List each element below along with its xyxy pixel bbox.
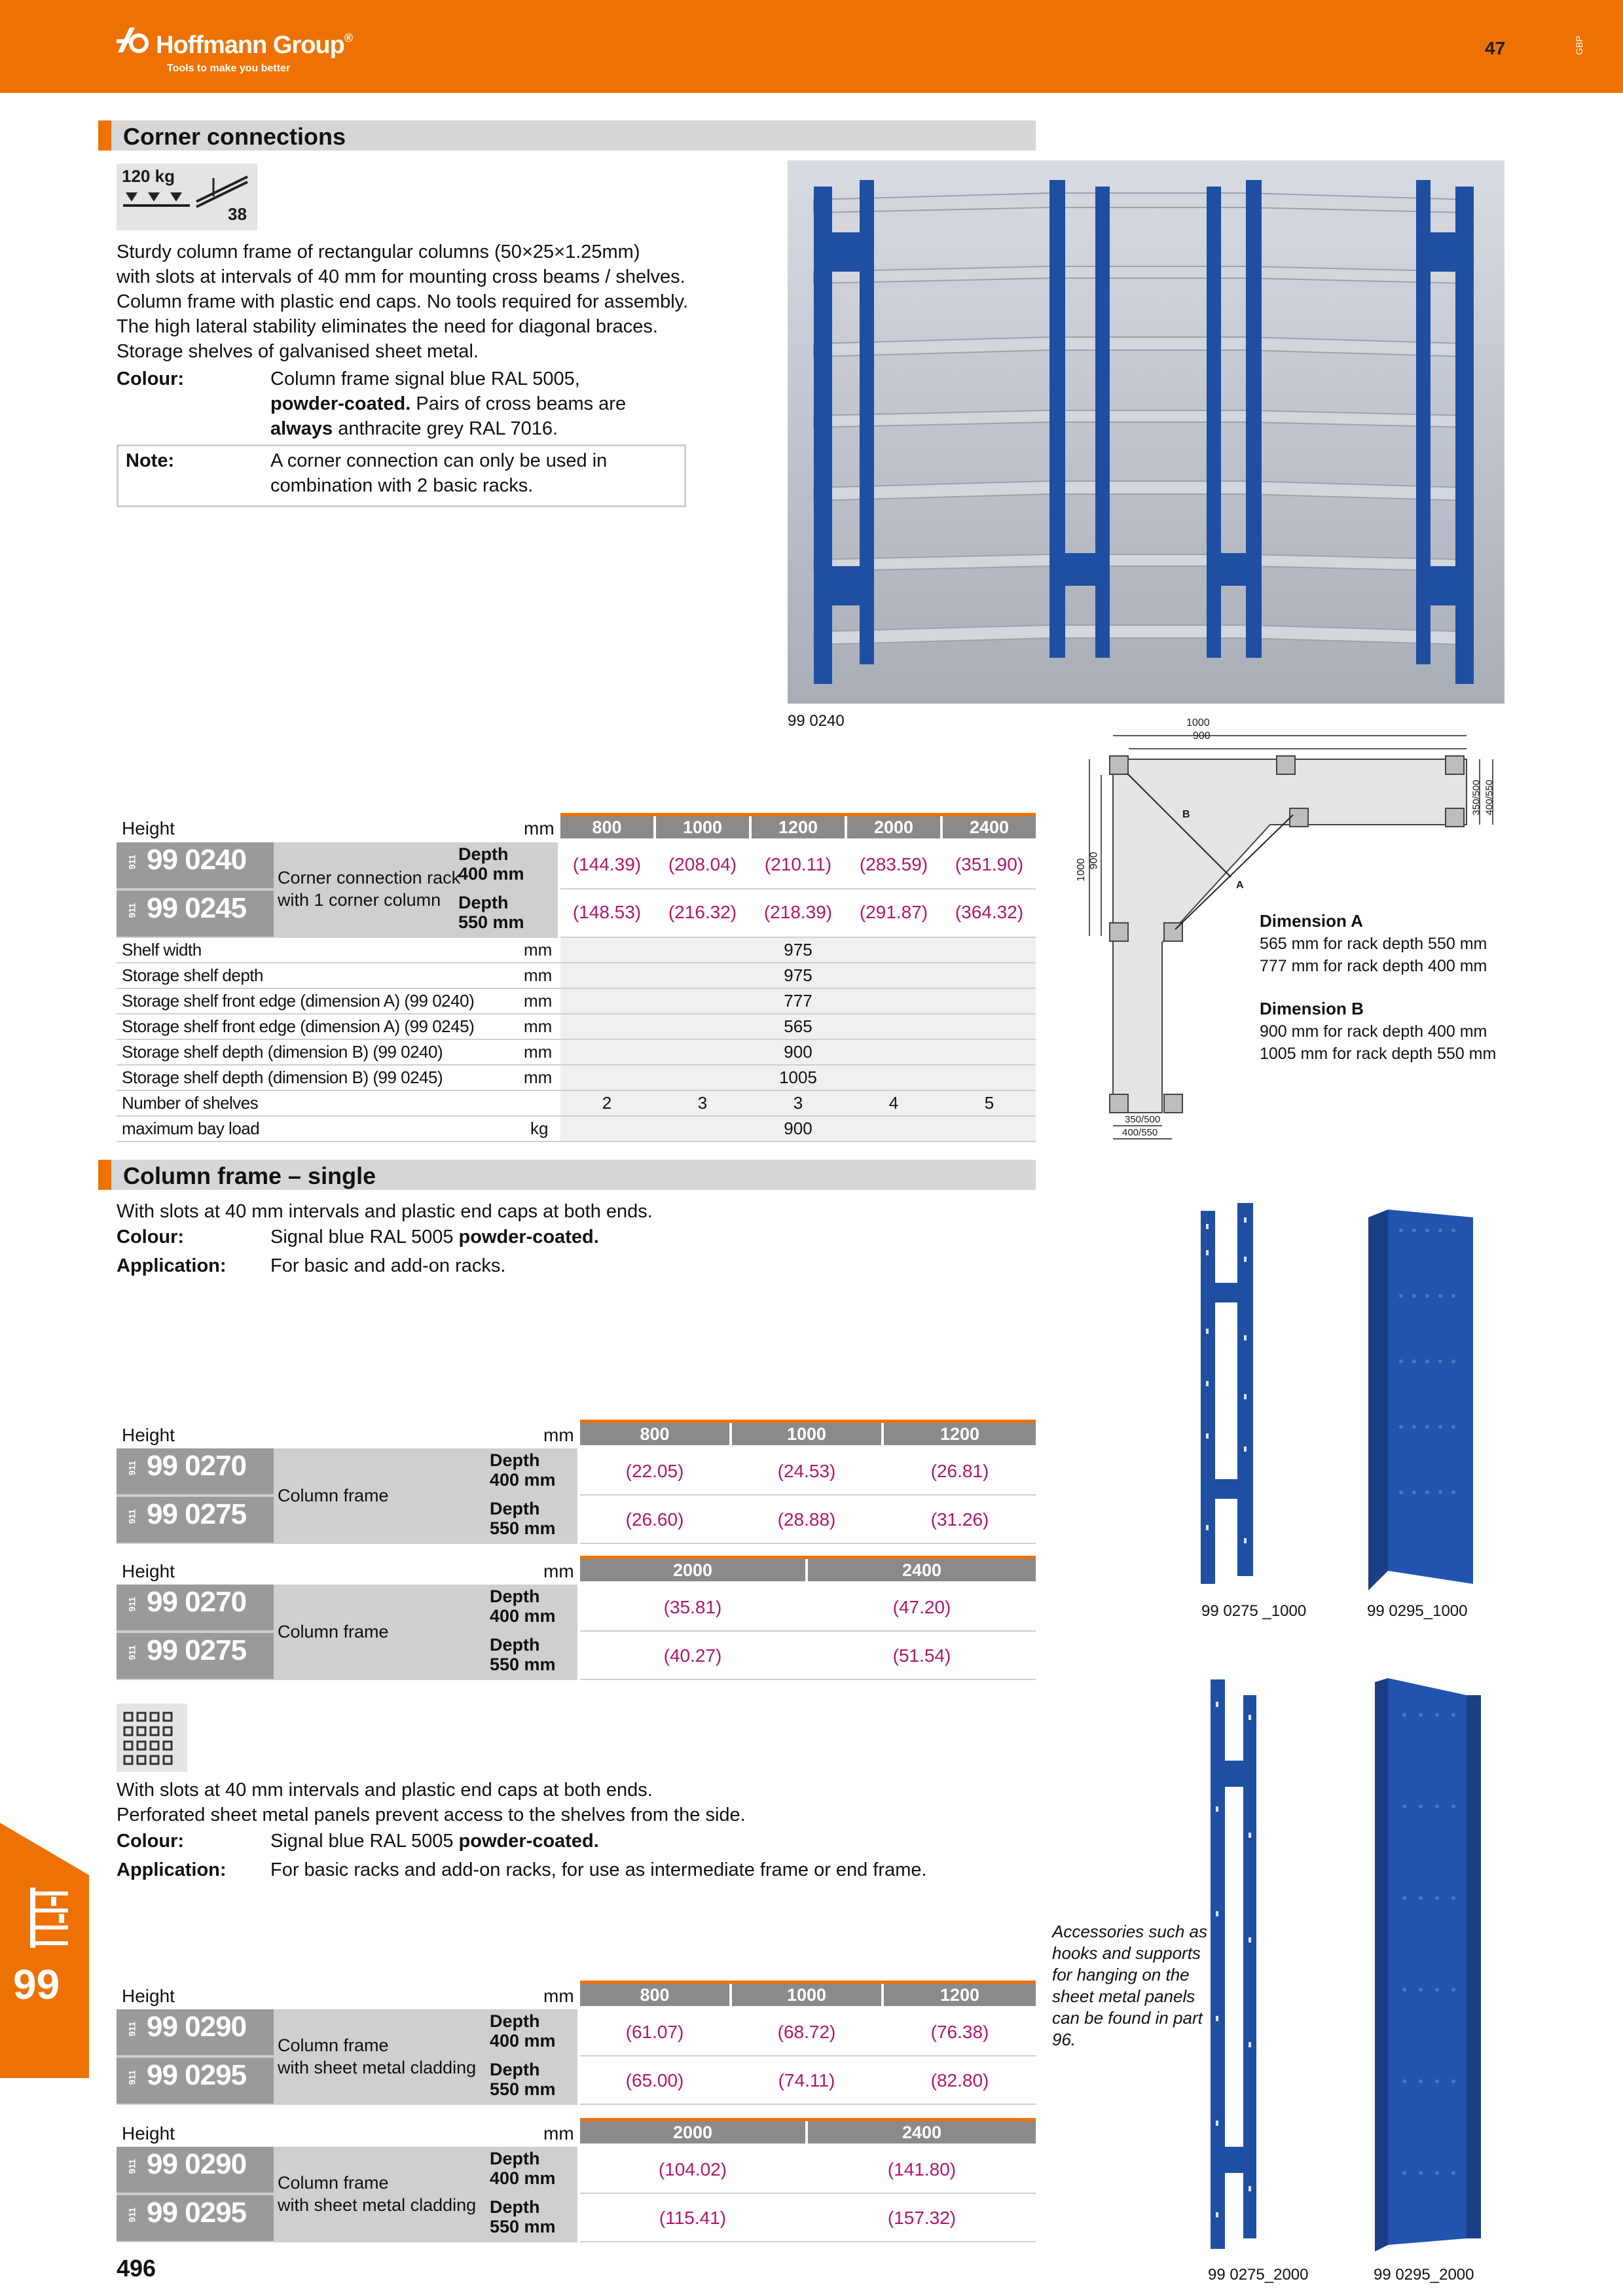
t2b-description: Column frame bbox=[278, 1622, 389, 1641]
t1-height-1200: 1200 bbox=[752, 816, 845, 838]
spec-row-value: 975 bbox=[784, 940, 812, 960]
price: (35.81) bbox=[663, 1597, 722, 1617]
article-number: 99 0290 bbox=[147, 2011, 247, 2043]
price: (22.05) bbox=[625, 1461, 684, 1481]
price: (208.04) bbox=[668, 854, 737, 874]
spec-row-value: 900 bbox=[784, 1042, 812, 1062]
t3a-article-row: 911 99 0295 bbox=[117, 2058, 274, 2104]
t1-height-2400: 2400 bbox=[943, 816, 1036, 838]
s2-application-text: For basic and add-on racks. bbox=[270, 1255, 506, 1276]
article-number: 99 0275 bbox=[147, 1498, 247, 1530]
page-number-bottom: 496 bbox=[117, 2255, 156, 2282]
diagram-label-b: B bbox=[1182, 809, 1190, 820]
t2b-article-row: 911 99 0275 bbox=[117, 1633, 274, 1679]
spec-row-label: Storage shelf front edge (dimension A) (99 0245) bbox=[122, 1016, 475, 1036]
spec-row-value: 1005 bbox=[779, 1067, 817, 1087]
article-number: 99 0240 bbox=[147, 844, 247, 876]
dimension-b-title: Dimension B bbox=[1260, 999, 1364, 1018]
price: (141.80) bbox=[887, 2159, 957, 2179]
t3a-price-divider bbox=[580, 2055, 1036, 2056]
price: (148.53) bbox=[572, 902, 642, 922]
chapter-number: 99 bbox=[13, 1961, 60, 2008]
price: (26.81) bbox=[930, 1461, 989, 1481]
spec-row-value: 975 bbox=[784, 965, 812, 985]
corner-rack-photo bbox=[788, 160, 1504, 704]
row-divider bbox=[117, 1141, 1036, 1142]
spec-row-label: Storage shelf front edge (dimension A) (99 0240) bbox=[122, 991, 475, 1011]
t2a-depth-400: Depth 400 mm bbox=[490, 1450, 556, 1490]
t3b-article-row: 911 99 0295 bbox=[117, 2195, 274, 2241]
article-number: 99 0295 bbox=[147, 2059, 247, 2091]
t3b-article-row: 911 99 0290 bbox=[117, 2147, 274, 2193]
perforated-panel-icon bbox=[117, 1704, 187, 1772]
row-divider bbox=[117, 1090, 1036, 1091]
section3-intro: With slots at 40 mm intervals and plastic end caps at both ends. Perforated sheet metal panels prevent access to the shelves from the side. bbox=[117, 1780, 746, 1825]
brand-name: Hoffmann Group® bbox=[156, 31, 353, 59]
photo-caption-99-0240: 99 0240 bbox=[788, 712, 845, 730]
column-frame-2000-image bbox=[1201, 1676, 1280, 2258]
brand-tagline: Tools to make you better bbox=[167, 63, 291, 74]
spec-row-unit: mm bbox=[524, 1016, 553, 1036]
caption-99-0275-1000: 99 0275 _1000 bbox=[1201, 1602, 1307, 1620]
load-arrows-icon bbox=[122, 190, 194, 223]
t1-article-row: 911 99 0240 bbox=[117, 842, 274, 888]
price: (210.11) bbox=[764, 854, 832, 874]
shelves-value: 2 bbox=[602, 1093, 612, 1113]
price: (218.39) bbox=[763, 902, 833, 922]
t3a-article-row: 911 99 0290 bbox=[117, 2009, 274, 2055]
t2a-height-label: Height bbox=[122, 1425, 175, 1445]
t2a-height-1200: 1200 bbox=[884, 1423, 1036, 1445]
diagram-top-dim: 900 bbox=[1193, 730, 1211, 742]
spec-row-value: 777 bbox=[784, 991, 812, 1011]
article-number: 99 0270 bbox=[147, 1450, 247, 1482]
load-capacity-badge: 120 kg 38 bbox=[117, 164, 257, 230]
t2b-height-2000: 2000 bbox=[580, 1559, 805, 1581]
price: (144.39) bbox=[572, 854, 642, 874]
caption-99-0295-1000: 99 0295_1000 bbox=[1367, 1602, 1468, 1620]
t2b-depth-550: Depth 550 mm bbox=[490, 1635, 556, 1674]
note-label: Note: bbox=[126, 450, 175, 471]
t2b-article-row: 911 99 0270 bbox=[117, 1585, 274, 1630]
chapter-side-tab bbox=[0, 1823, 89, 2078]
s3-colour-label: Colour: bbox=[117, 1831, 185, 1852]
diagram-bottom-dim: 350/500 bbox=[1125, 1114, 1161, 1125]
price: (65.00) bbox=[625, 2070, 684, 2090]
price: (82.80) bbox=[930, 2070, 989, 2090]
price: (24.53) bbox=[777, 1461, 836, 1481]
t2b-height-label: Height bbox=[122, 1561, 175, 1581]
t3a-height-1200: 1200 bbox=[884, 1984, 1036, 2006]
t3a-price-divider bbox=[580, 2104, 1036, 2105]
spec-row-label: Storage shelf depth (dimension B) (99 0245) bbox=[122, 1067, 443, 1087]
column-frame-cladding-2000-image bbox=[1368, 1676, 1486, 2258]
t2a-article-row: 911 99 0275 bbox=[117, 1497, 274, 1543]
diagram-bottom-dim: 400/550 bbox=[1122, 1127, 1158, 1138]
shelving-chapter-icon bbox=[26, 1885, 73, 1950]
spec-row-unit: mm bbox=[524, 1067, 553, 1087]
price: (47.20) bbox=[892, 1597, 951, 1617]
caption-99-0275-2000: 99 0275_2000 bbox=[1208, 2266, 1309, 2284]
t3b-depth-400: Depth 400 mm bbox=[490, 2149, 556, 2188]
article-number: 99 0290 bbox=[147, 2148, 247, 2180]
price: (216.32) bbox=[668, 902, 737, 922]
dimension-b-text: 900 mm for rack depth 400 mm 1005 mm for rack depth 550 mm bbox=[1260, 1022, 1497, 1063]
row-divider bbox=[117, 1064, 1036, 1066]
t2a-article-row: 911 99 0270 bbox=[117, 1448, 274, 1494]
t3b-price-divider bbox=[580, 2241, 1036, 2242]
colour-text: Column frame signal blue RAL 5005, powder-coated. Pairs of cross beams are always anthracite grey RAL 7016. bbox=[270, 368, 627, 439]
diagram-right-dim: 350/500 bbox=[1470, 780, 1482, 816]
price: (104.02) bbox=[658, 2159, 727, 2179]
diagram-right-dim: 400/550 bbox=[1484, 780, 1495, 816]
t2a-price-divider bbox=[580, 1494, 1036, 1496]
column-frame-cladding-1000-image bbox=[1362, 1204, 1480, 1597]
s3-application-text: For basic racks and add-on racks, for use as intermediate frame or end frame. bbox=[270, 1859, 927, 1880]
hoffmann-logo-icon bbox=[115, 22, 149, 56]
diagram-label-a: A bbox=[1236, 880, 1244, 891]
t2a-depth-550: Depth 550 mm bbox=[490, 1499, 556, 1538]
t2b-unit: mm bbox=[543, 1561, 574, 1581]
t1-unit: mm bbox=[524, 818, 555, 838]
section2-intro: With slots at 40 mm intervals and plastic end caps at both ends. bbox=[117, 1201, 653, 1222]
price: (28.88) bbox=[777, 1509, 836, 1530]
t3b-description: Column frame with sheet metal cladding bbox=[278, 2173, 477, 2215]
row-divider bbox=[117, 962, 1036, 963]
t1-height-800: 800 bbox=[560, 816, 653, 838]
language-code: GBP bbox=[1574, 35, 1584, 55]
t3b-depth-550: Depth 550 mm bbox=[490, 2197, 556, 2236]
t2a-unit: mm bbox=[543, 1425, 574, 1445]
t2b-depth-400: Depth 400 mm bbox=[490, 1587, 556, 1626]
t1-depth-400: Depth 400 mm bbox=[458, 844, 524, 884]
page-header bbox=[0, 0, 1623, 93]
s2-colour-label: Colour: bbox=[117, 1227, 185, 1247]
t2a-price-divider bbox=[580, 1543, 1036, 1544]
t3a-depth-400: Depth 400 mm bbox=[490, 2011, 556, 2051]
shelves-value: 3 bbox=[793, 1093, 803, 1113]
page-number-top: 47 bbox=[1485, 38, 1506, 58]
spec-row-unit: mm bbox=[524, 965, 553, 985]
t1-article-row: 911 99 0245 bbox=[117, 891, 274, 937]
section1-description: Sturdy column frame of rectangular columns (50×25×1.25mm) with slots at intervals of 40 mm for mounting cross beams / shelves. Column frame with plastic end caps. No tools required for assembly. The high lateral stability eliminates the need for diagonal braces. Storage shelves of galvanised sheet metal. bbox=[117, 242, 689, 362]
price: (61.07) bbox=[625, 2022, 684, 2042]
shelves-row-label: Number of shelves bbox=[122, 1093, 259, 1113]
bay-load-unit: kg bbox=[530, 1119, 549, 1138]
t2b-height-2400: 2400 bbox=[808, 1559, 1036, 1581]
dimension-a-text: 565 mm for rack depth 550 mm 777 mm for rack depth 400 mm bbox=[1260, 935, 1487, 975]
t3a-depth-550: Depth 550 mm bbox=[490, 2060, 556, 2099]
t1-price-divider bbox=[560, 888, 1036, 889]
t1-depth-550: Depth 550 mm bbox=[458, 893, 524, 932]
t3a-height-label: Height bbox=[122, 1986, 175, 2006]
s2-application-label: Application: bbox=[117, 1255, 227, 1276]
s2-colour-text: Signal blue RAL 5005 powder-coated. bbox=[270, 1227, 599, 1247]
t3a-height-1000: 1000 bbox=[732, 1984, 881, 2006]
t2a-height-800: 800 bbox=[580, 1423, 729, 1445]
shelves-value: 3 bbox=[697, 1093, 708, 1113]
shelves-value: 4 bbox=[888, 1093, 899, 1113]
spec-row-value: 565 bbox=[784, 1016, 812, 1036]
price: (351.90) bbox=[955, 854, 1024, 874]
t2b-price-divider bbox=[580, 1630, 1036, 1632]
article-number: 99 0275 bbox=[147, 1634, 247, 1666]
spec-row-label: Shelf width bbox=[122, 940, 202, 960]
price: (51.54) bbox=[892, 1645, 951, 1666]
price: (157.32) bbox=[887, 2208, 957, 2228]
row-divider bbox=[117, 988, 1036, 989]
t3a-description: Column frame with sheet metal cladding bbox=[278, 2036, 477, 2077]
price: (364.32) bbox=[955, 902, 1024, 922]
t3b-height-2400: 2400 bbox=[808, 2121, 1036, 2144]
diagram-left-dim: 900 bbox=[1088, 852, 1100, 870]
article-number: 99 0245 bbox=[147, 892, 247, 924]
bay-load-label: maximum bay load bbox=[122, 1119, 260, 1138]
bay-load-value: 900 bbox=[784, 1119, 812, 1138]
price: (291.87) bbox=[859, 902, 928, 922]
spec-row-unit: mm bbox=[524, 940, 553, 960]
section-title-corner-connections: Corner connections bbox=[98, 120, 1036, 151]
spec-row-label: Storage shelf depth bbox=[122, 965, 263, 985]
article-number: 99 0295 bbox=[147, 2197, 247, 2229]
note-text: A corner connection can only be used in combination with 2 basic racks. bbox=[270, 450, 608, 496]
t3b-unit: mm bbox=[543, 2123, 574, 2144]
s3-colour-text: Signal blue RAL 5005 powder-coated. bbox=[270, 1831, 599, 1852]
t3b-height-label: Height bbox=[122, 2123, 175, 2144]
beam-slot-icon bbox=[195, 170, 254, 209]
spec-row-label: Storage shelf depth (dimension B) (99 0240) bbox=[122, 1042, 443, 1062]
article-number: 99 0270 bbox=[147, 1586, 247, 1618]
row-divider bbox=[117, 1013, 1036, 1014]
accessories-note: Accessories such as hooks and supports for hanging on the sheet metal panels can be found in part 96. bbox=[1052, 1922, 1207, 2049]
row-divider bbox=[117, 1039, 1036, 1040]
spec-row-unit: mm bbox=[524, 991, 553, 1011]
diagram-top-dim: 1000 bbox=[1186, 717, 1210, 728]
t2a-description: Column frame bbox=[278, 1486, 389, 1505]
t2b-price-divider bbox=[580, 1679, 1036, 1680]
t1-height-1000: 1000 bbox=[656, 816, 749, 838]
price: (68.72) bbox=[777, 2022, 836, 2042]
spec-row-unit: mm bbox=[524, 1042, 553, 1062]
price: (40.27) bbox=[663, 1645, 722, 1666]
t3b-height-2000: 2000 bbox=[580, 2121, 805, 2144]
row-divider bbox=[117, 1115, 1036, 1117]
dimension-a-title: Dimension A bbox=[1260, 911, 1363, 931]
t1-height-2000: 2000 bbox=[847, 816, 940, 838]
t3a-height-800: 800 bbox=[580, 1984, 729, 2006]
column-frame-1000-image bbox=[1192, 1198, 1270, 1590]
t3a-unit: mm bbox=[543, 1986, 574, 2006]
shelves-value: 5 bbox=[984, 1093, 994, 1113]
caption-99-0295-2000: 99 0295_2000 bbox=[1374, 2266, 1474, 2284]
t1-description: Corner connection rack with 1 corner column bbox=[278, 868, 461, 910]
price: (26.60) bbox=[625, 1509, 684, 1530]
s3-application-label: Application: bbox=[117, 1859, 227, 1880]
price: (283.59) bbox=[859, 854, 928, 874]
section-title-column-frame: Column frame – single bbox=[98, 1160, 1036, 1190]
diagram-left-dim: 1000 bbox=[1075, 858, 1087, 882]
price: (76.38) bbox=[930, 2022, 989, 2042]
t1-height-label: Height bbox=[122, 818, 175, 838]
price: (74.11) bbox=[778, 2070, 835, 2090]
price: (31.26) bbox=[930, 1509, 989, 1530]
t2a-height-1000: 1000 bbox=[732, 1423, 881, 1445]
t3b-price-divider bbox=[580, 2193, 1036, 2194]
colour-label: Colour: bbox=[117, 368, 185, 389]
price: (115.41) bbox=[659, 2208, 727, 2228]
